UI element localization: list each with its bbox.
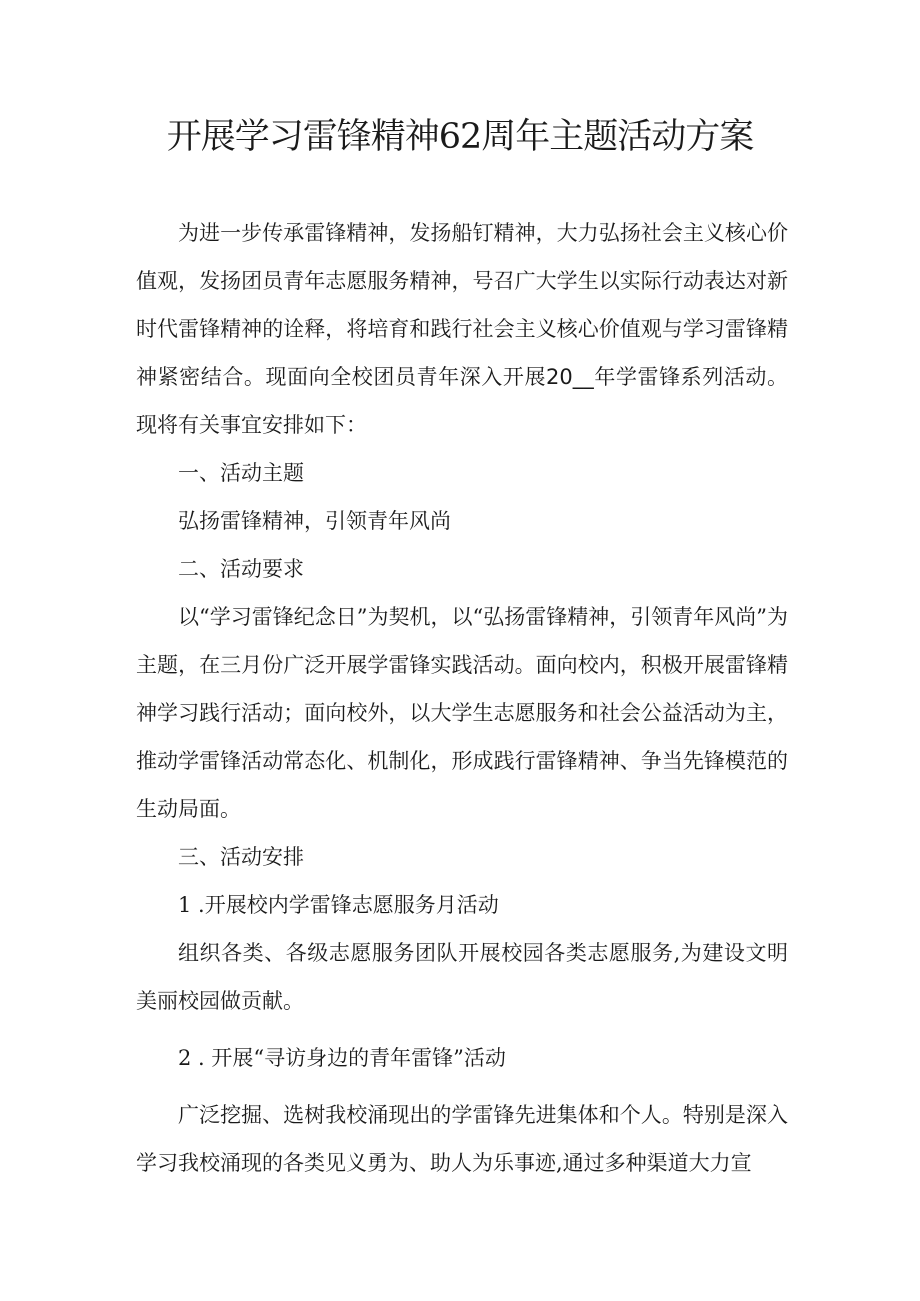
section-1-heading: 一、活动主题 [178,461,304,485]
section-2-body: 以“学习雷锋纪念日”为契机，以“弘扬雷锋精神，引领青年风尚”为主题，在三月份广泛开展学雷锋实践活动。面向校内，积极开展雷锋精神学习践行活动；面向校外，以大学生志愿服务和社会公益活动为主，推动学雷锋活动常态化、机制化，形成践行雷锋精神、争当先锋模范的生动局面。 [136,605,788,821]
section-3-heading: 三、活动安排 [178,845,304,869]
intro-paragraph [136,209,788,449]
year-blank: 20__ [546,365,594,389]
item-2-heading: 2 . 开展“寻访身边的青年雷锋”活动 [178,1046,506,1070]
document-body [136,209,788,1187]
section-1-body: 弘扬雷锋精神，引领青年风尚 [178,509,451,533]
item-1-body: 组织各类、各级志愿服务团队开展校园各类志愿服务,为建设文明美丽校园做贡献。 [136,941,788,1013]
section-2-heading: 二、活动要求 [178,557,304,581]
item-2-body: 广泛挖掘、选树我校涌现出的学雷锋先进集体和个人。特别是深入学习我校涌现的各类见义勇为、助人为乐事迹,通过多种渠道大力宣 [136,1103,788,1175]
item-1-heading: 1 .开展校内学雷锋志愿服务月活动 [178,893,499,917]
intro-text-after: 年学雷锋系列活动。现将有关事宜安排如下： [136,365,789,437]
intro-text-before: 为进一步传承雷锋精神，发扬船钉精神，大力弘扬社会主义核心价值观，发扬团员青年志愿服务精神，号召广大学生以实际行动表达对新时代雷锋精神的诠释，将培育和践行社会主义核心价值观与学习雷锋精神紧密结合。现面向全校团员青年深入开展 [136,221,788,389]
document-title: 开展学习雷锋精神62周年主题活动方案 [166,117,754,157]
